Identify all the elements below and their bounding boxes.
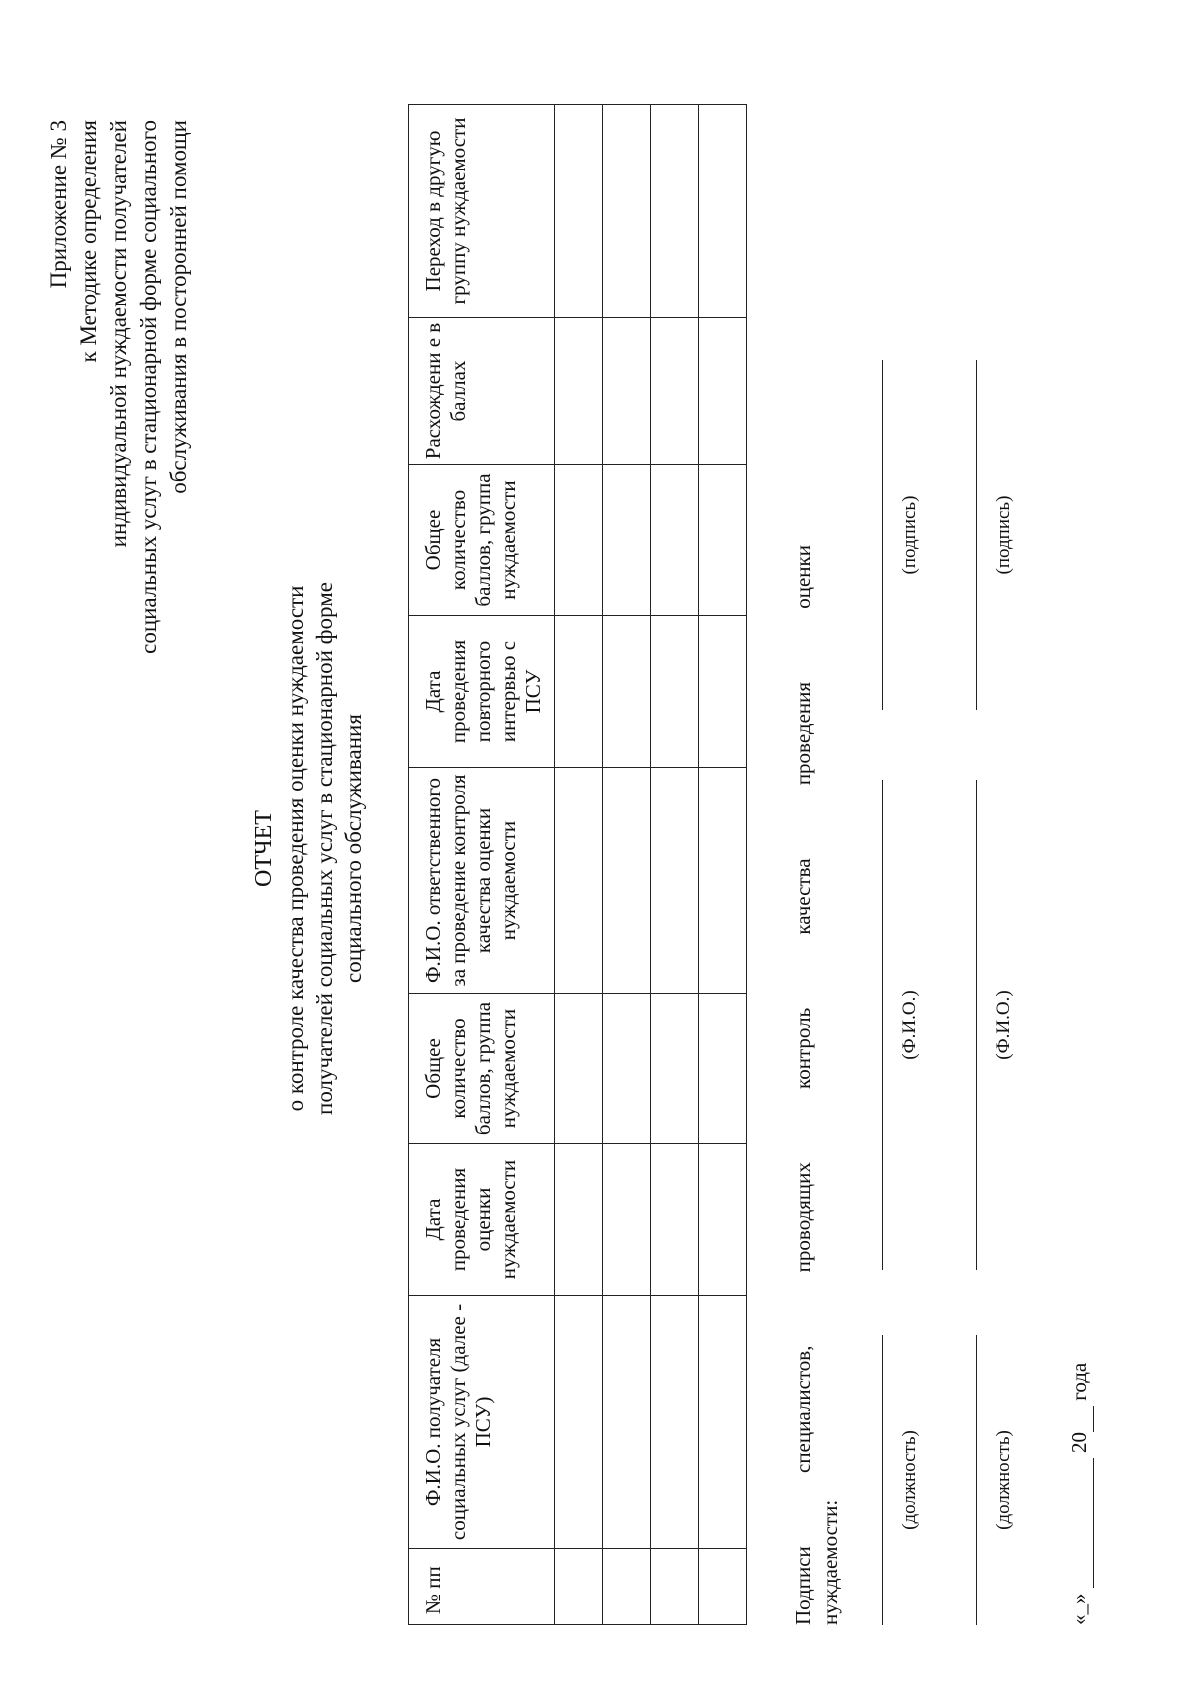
signature-row (882, 105, 972, 1625)
table-row (603, 105, 651, 1625)
signature-caption: (подпись) (899, 495, 920, 575)
table-cell (603, 768, 651, 994)
position-caption: (должность) (993, 1430, 1014, 1530)
table-cell (555, 465, 603, 616)
fio-caption: (Ф.И.О.) (899, 990, 920, 1060)
table-cell (603, 318, 651, 465)
table-cell (699, 465, 747, 616)
report-subtitle-line: получателей социальных услуг в стационарной форме (312, 582, 337, 1115)
table-cell (603, 105, 651, 318)
table-cell (699, 1144, 747, 1296)
col-header-group-change: Переход в другую группу нуждаемости (409, 105, 555, 318)
table-cell (651, 616, 699, 768)
report-subtitle-line: социального обслуживания (341, 714, 366, 983)
signatures-section (790, 105, 1094, 1625)
table-cell (699, 318, 747, 465)
table-cell (555, 318, 603, 465)
col-header-recipient-name: Ф.И.О. получателя социальных услуг (далее - ПСУ) (409, 1296, 555, 1549)
signature-line[interactable] (976, 360, 977, 710)
col-header-interview-date: Дата проведения повторного интервью с ПСУ (409, 616, 555, 768)
col-header-total-score: Общее количество баллов, группа нуждаемости (409, 994, 555, 1144)
appendix-line: индивидуальной нуждаемости получателей (106, 120, 131, 548)
table-cell (651, 1144, 699, 1296)
table-row (555, 105, 603, 1625)
col-header-repeat-total-score: Общее количество баллов, группа нуждаемости (409, 465, 555, 616)
table-cell (699, 1296, 747, 1549)
table-cell (555, 768, 603, 994)
fio-caption: (Ф.И.О.) (993, 990, 1014, 1060)
report-table (408, 104, 747, 1625)
table-cell (699, 768, 747, 994)
col-header-assessment-date: Дата проведения оценки нуждаемости (409, 1144, 555, 1296)
date-month-blank[interactable] (1066, 1458, 1094, 1588)
table-cell (699, 105, 747, 318)
table-cell (603, 1296, 651, 1549)
table-cell (651, 1549, 699, 1625)
table-cell (555, 105, 603, 318)
fio-line[interactable] (882, 780, 883, 1270)
appendix-line: обслуживания в посторонней помощи (166, 120, 191, 494)
table-cell (555, 1144, 603, 1296)
table-cell (651, 318, 699, 465)
position-line[interactable] (882, 1335, 883, 1625)
table-cell (651, 994, 699, 1144)
position-caption: (должность) (899, 1430, 920, 1530)
table-cell (651, 105, 699, 318)
table-row (699, 105, 747, 1625)
position-line[interactable] (976, 1335, 977, 1625)
table-cell (555, 616, 603, 768)
signatures-intro: Подписи специалистов, проводящих контроль качества проведения оценки (791, 545, 815, 1625)
table-cell (699, 994, 747, 1144)
table-cell (555, 1296, 603, 1549)
date-year-suffix: года (1067, 1362, 1091, 1401)
col-header-number: № пп (409, 1549, 555, 1625)
table-header-row (409, 105, 555, 1625)
report-subtitle-line: о контроле качества проведения оценки нуждаемости (283, 585, 308, 1112)
table-cell (555, 1549, 603, 1625)
signature-line[interactable] (882, 360, 883, 710)
table-cell (603, 616, 651, 768)
table-cell (555, 994, 603, 1144)
signature-row (976, 105, 1066, 1625)
date-day-blank[interactable]: _ (1067, 1604, 1091, 1615)
table-cell (699, 1549, 747, 1625)
appendix-line: Приложение № 3 (46, 120, 71, 289)
appendix-line: социальных услуг в стационарной форме социального (136, 120, 161, 654)
table-cell (651, 465, 699, 616)
signature-caption: (подпись) (993, 495, 1014, 575)
report-title-block (250, 250, 368, 1447)
col-header-score-discrepancy: Расхождени е в баллах (409, 318, 555, 465)
col-header-responsible-name: Ф.И.О. ответственного за проведение контроля качества оценки нуждаемости (409, 768, 555, 994)
table-cell (603, 1144, 651, 1296)
table-cell (603, 994, 651, 1144)
table-cell (603, 465, 651, 616)
date-year-blank[interactable] (1066, 1406, 1094, 1432)
date-line (1066, 105, 1094, 1625)
appendix-header (44, 120, 194, 880)
date-open-quote: « (1067, 1614, 1091, 1625)
table-row (651, 105, 699, 1625)
table-cell (603, 1549, 651, 1625)
table-cell (651, 768, 699, 994)
appendix-line: к Методике определения (76, 120, 101, 363)
date-close-quote: » (1067, 1593, 1091, 1604)
fio-line[interactable] (976, 780, 977, 1270)
report-title: ОТЧЕТ (251, 810, 277, 887)
table-cell (651, 1296, 699, 1549)
signatures-intro-cont: нуждаемости: (818, 1499, 842, 1625)
date-year-prefix: 20 (1067, 1432, 1091, 1453)
table-cell (699, 616, 747, 768)
